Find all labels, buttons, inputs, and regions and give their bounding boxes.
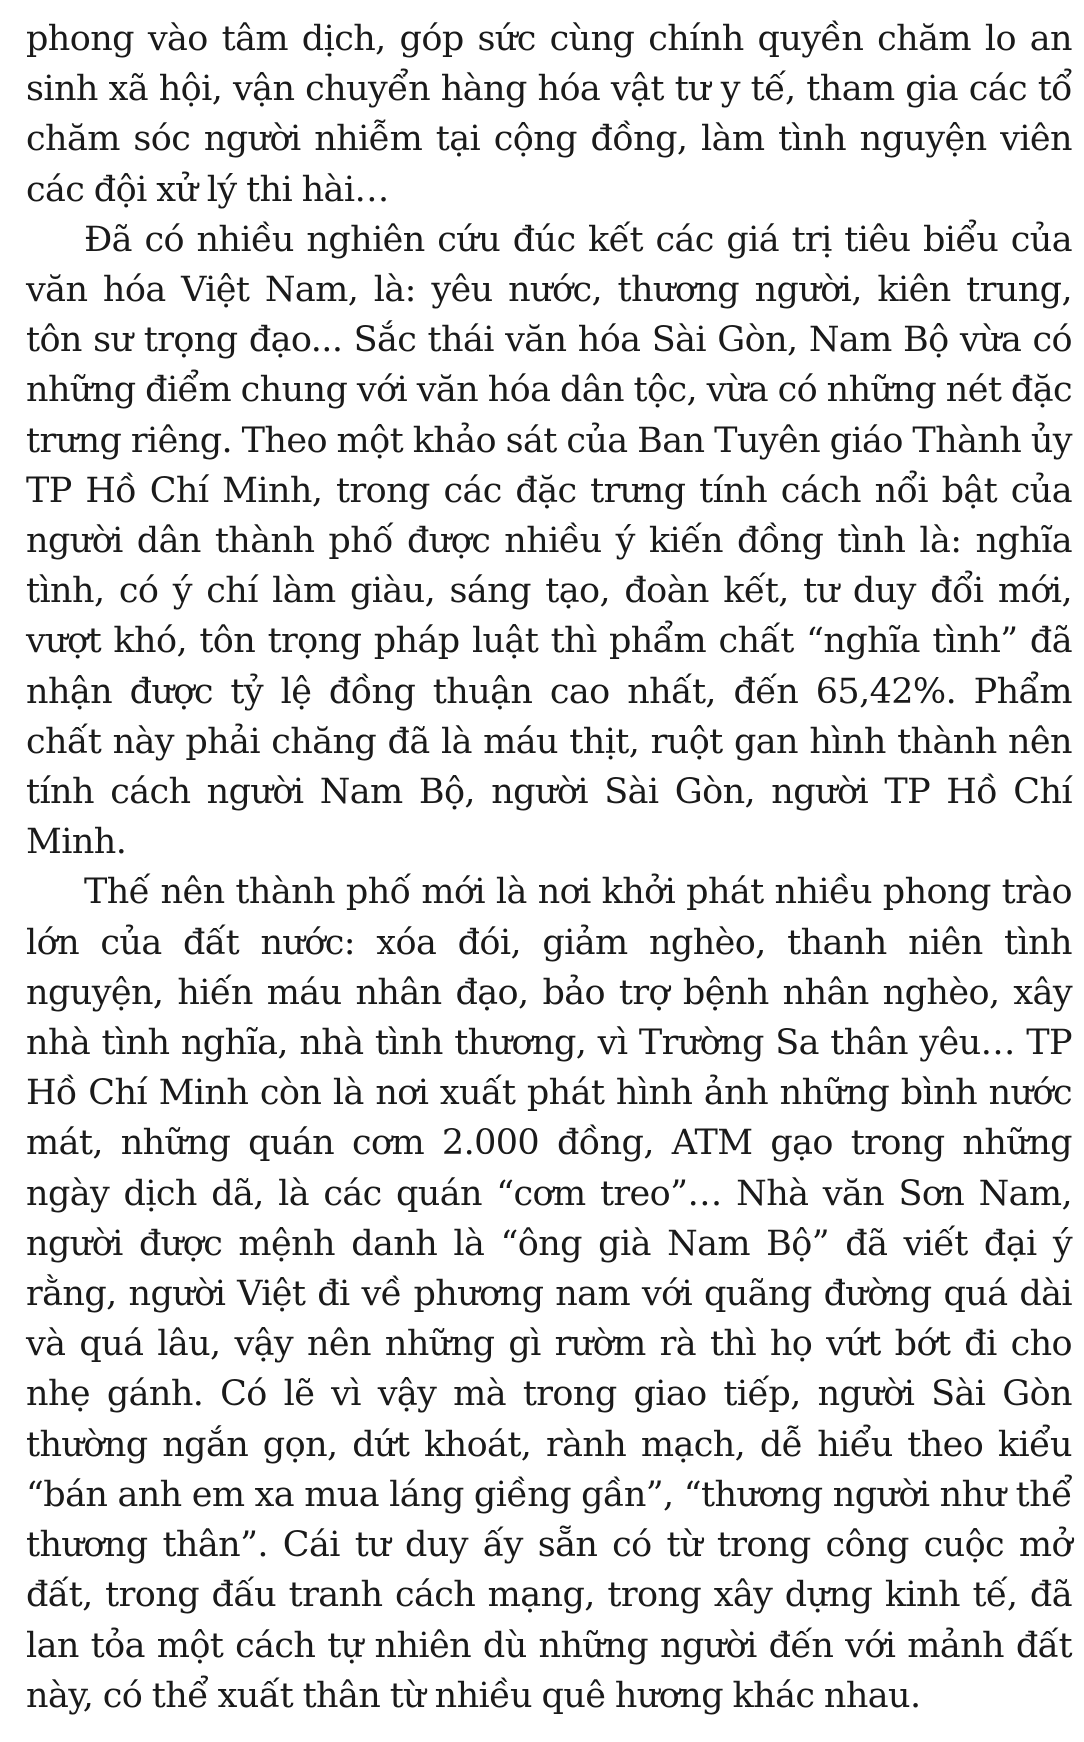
paragraph-city-movements: Thế nên thành phố mới là nơi khởi phát nhiều phong trào lớn của đất nước: xóa đói, giảm nghèo, thanh niên tình nguyện, hiến máu nhân đạo, bảo trợ bệnh nhân nghèo, xây nhà tình nghĩa, nhà tình thương, vì Trường Sa thân yêu… TP Hồ Chí Minh còn là nơi xuất phát hình ảnh những bình nước mát, những quán cơm 2.000 đồng, ATM gạo trong những ngày dịch dã, là các quán “cơm treo”… Nhà văn Sơn Nam, người được mệnh danh là “ông già Nam Bộ” đã viết đại ý rằng, người Việt đi về phương nam với quãng đường quá dài và quá lâu, vậy nên những gì rườm rà thì họ vứt bớt đi cho nhẹ gánh. Có lẽ vì vậy mà trong giao tiếp, người Sài Gòn thường ngắn gọn, dứt khoát, rành mạch, dễ hiểu theo kiểu “bán anh em xa mua láng giềng gần”, “thương người như thể thương thân”. Cái tư duy ấy sẵn có từ trong công cuộc mở đất, trong đấu tranh cách mạng, trong xây dựng kinh tế, đã lan tỏa một cách tự nhiên dù những người đến với mảnh đất này, có thể xuất thân từ nhiều quê hương khác nhau. [26, 872, 1072, 1716]
paragraph-continuation: phong vào tâm dịch, góp sức cùng chính quyền chăm lo an sinh xã hội, vận chuyển hàng hóa vật tư y tế, tham gia các tổ chăm sóc người nhiễm tại cộng đồng, làm tình nguyện viên các đội xử lý thi hài… [26, 19, 1072, 210]
document-page [26, 14, 1072, 1721]
paragraph-cultural-values: Đã có nhiều nghiên cứu đúc kết các giá trị tiêu biểu của văn hóa Việt Nam, là: yêu nước, thương người, kiên trung, tôn sư trọng đạo... Sắc thái văn hóa Sài Gòn, Nam Bộ vừa có những điểm chung với văn hóa dân tộc, vừa có những nét đặc trưng riêng. Theo một khảo sát của Ban Tuyên giáo Thành ủy TP Hồ Chí Minh, trong các đặc trưng tính cách nổi bật của người dân thành phố được nhiều ý kiến đồng tình là: nghĩa tình, có ý chí làm giàu, sáng tạo, đoàn kết, tư duy đổi mới, vượt khó, tôn trọng pháp luật thì phẩm chất “nghĩa tình” đã nhận được tỷ lệ đồng thuận cao nhất, đến 65,42%. Phẩm chất này phải chăng đã là máu thịt, ruột gan hình thành nên tính cách người Nam Bộ, người Sài Gòn, người TP Hồ Chí Minh. [26, 219, 1072, 863]
